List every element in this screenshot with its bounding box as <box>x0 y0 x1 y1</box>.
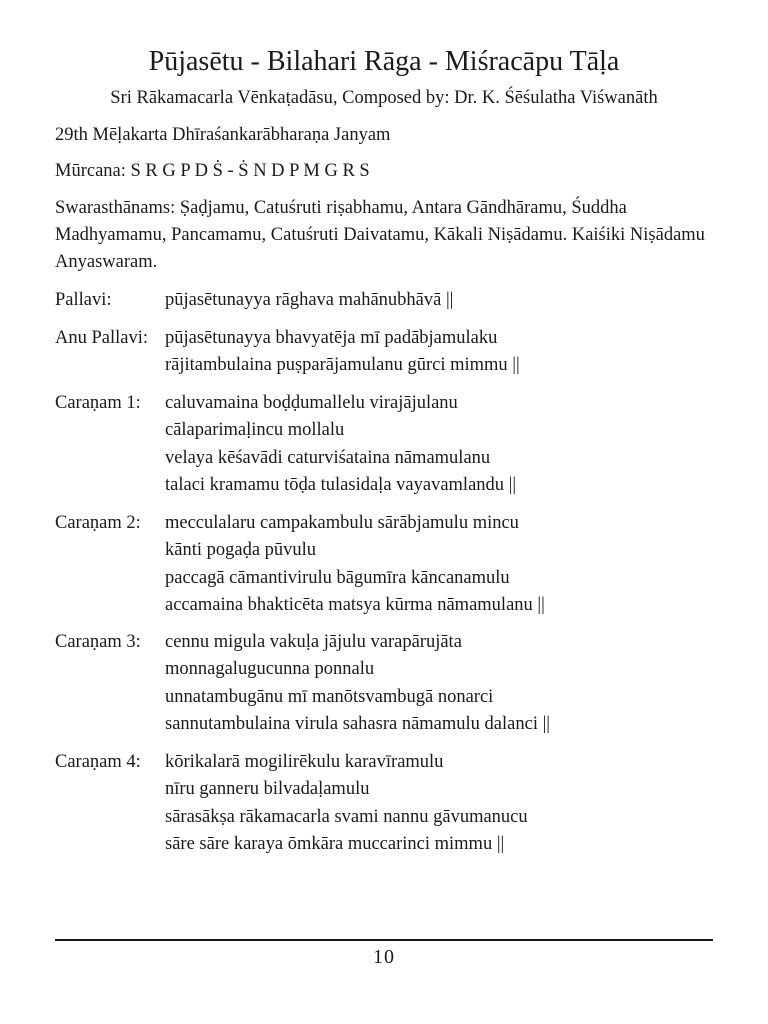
section-label: Caraṇam 2: <box>55 513 141 533</box>
lyric-line: sāre sāre karaya ōmkāra muccarinci mimmu || <box>165 833 505 854</box>
lyric-line: kānti pogaḍa pūvulu <box>165 540 317 561</box>
page-number: 10 <box>373 946 395 968</box>
section-label: Anu Pallavi: <box>55 328 149 348</box>
lyric-line: caluvamaina boḍḍumallelu virajājulanu <box>165 393 458 413</box>
lyric-line: kōrikalarā mogilirēkulu karavīramulu <box>165 752 444 772</box>
swarasthanams-paragraph: Swarasthānams: Ṣaḍjamu, Catuśruti riṣabhamu, Antara Gāndhāramu, Śuddha Madhyamamu, Pancamamu, Catuśruti Daivatamu, Kākali Niṣādamu. Kaiśiki Niṣādamu Anyaswaram. <box>55 198 705 272</box>
lyric-line: talaci kramamu tōḍa tulasidaḷa vayavamlandu || <box>165 474 517 495</box>
lyric-line: cālaparimaḷincu mollalu <box>165 420 345 441</box>
section-label: Caraṇam 4: <box>55 752 141 772</box>
lyric-line: pūjasētunayya bhavyatēja mī padābjamulaku <box>165 328 498 348</box>
page-title: Pūjasētu - Bilahari Rāga - Miśracāpu Tāḷa <box>148 46 620 77</box>
lyric-line: sannutambulaina virula sahasra nāmamulu dalanci || <box>165 713 550 734</box>
section-lines <box>165 325 520 380</box>
lyric-line: pūjasētunayya rāghava mahānubhāvā || <box>165 290 454 310</box>
murcana-line: Mūrcana: S R G P D Ṡ - Ṡ N D P M G R S <box>55 161 370 181</box>
section-label: Caraṇam 3: <box>55 632 141 652</box>
section-lines <box>165 629 550 738</box>
footer-divider <box>55 939 713 941</box>
lyric-line: monnagalugucunna ponnalu <box>165 659 375 680</box>
lyric-line: accamaina bhakticēta matsya kūrma nāmamulanu || <box>165 594 545 615</box>
melakarta-line: 29th Mēḷakarta Dhīraśankarābharaṇa Janyam <box>55 125 391 145</box>
lyric-line: paccagā cāmantivirulu bāgumīra kāncanamulu <box>165 567 510 588</box>
section-lines <box>165 749 528 858</box>
lyric-line: sārasākṣa rākamacarla svami nannu gāvumanucu <box>165 806 528 827</box>
page-subtitle: Sri Rākamacarla Vēnkaṭadāsu, Composed by: Dr. K. Śēśulatha Viśwanāth <box>110 88 658 108</box>
section-lines <box>165 390 516 499</box>
lyric-line: nīru ganneru bilvadaḷamulu <box>165 779 370 800</box>
lyric-line: cennu migula vakuḷa jājulu varapārujāta <box>165 632 462 652</box>
section-label: Pallavi: <box>55 290 112 310</box>
section-label: Caraṇam 1: <box>55 393 141 413</box>
section-lines <box>165 287 453 314</box>
lyric-line: unnatambugānu mī manōtsvambugā nonarci <box>165 686 494 707</box>
section-lines <box>165 510 545 619</box>
lyric-line: mecculalaru campakambulu sārābjamulu mincu <box>165 513 519 533</box>
lyric-line: rājitambulaina puṣparājamulanu gūrci mimmu || <box>165 355 520 376</box>
lyric-line: velaya kēśavādi caturviśataina nāmamulanu <box>165 447 491 468</box>
